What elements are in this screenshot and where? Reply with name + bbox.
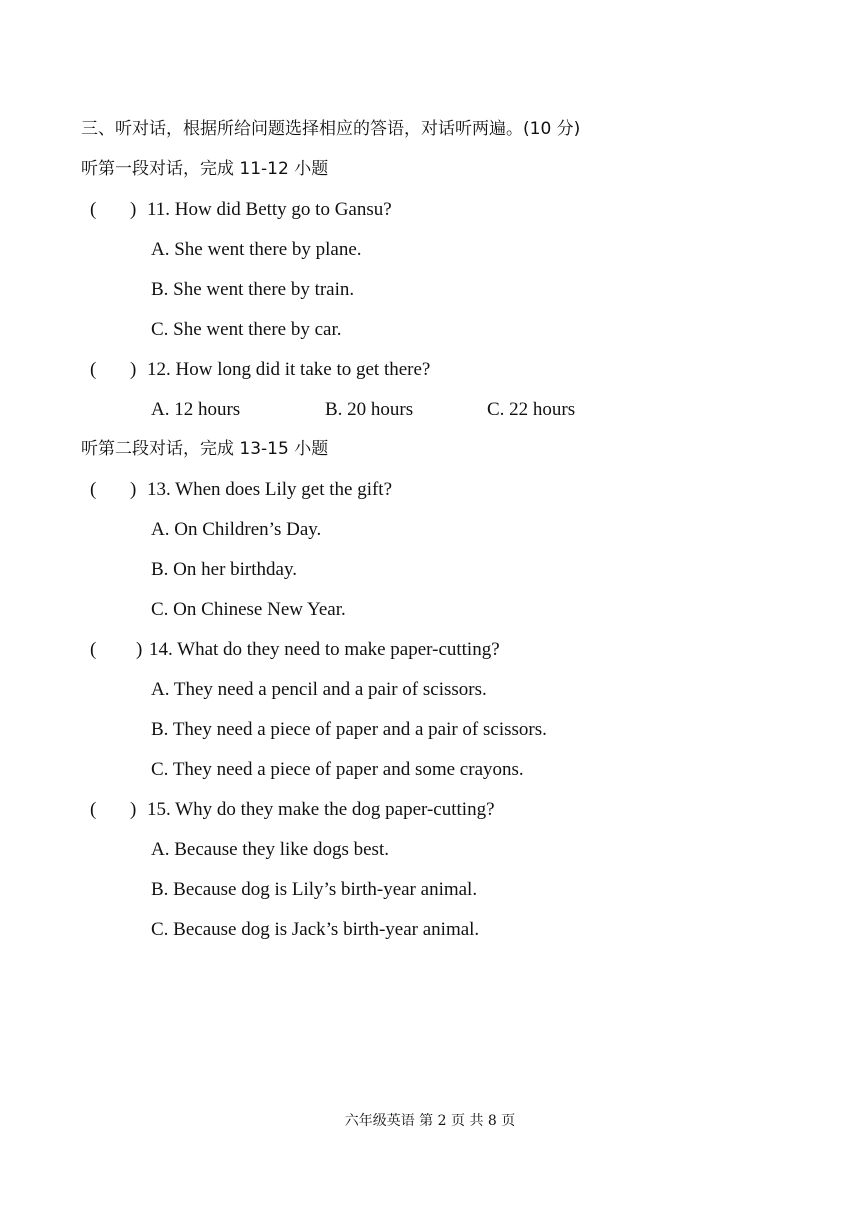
part2-header: 听第二段对话，完成 13-15 小题: [81, 439, 329, 459]
option-c: C. On Chinese New Year.: [151, 599, 346, 620]
page-footer: 六年级英语 第 2 页 共 8 页: [344, 1113, 516, 1129]
section-title: 三、听对话，根据所给问题选择相应的答语，对话听两遍。(10 分): [81, 119, 581, 139]
answer-paren-close: ): [130, 479, 137, 500]
question-stem: 12. How long did it take to get there?: [147, 359, 431, 380]
answer-paren-open: (: [90, 639, 97, 660]
answer-paren-open: (: [90, 799, 97, 820]
answer-paren-open: (: [90, 199, 97, 220]
part1-header: 听第一段对话，完成 11-12 小题: [81, 159, 329, 179]
answer-paren-close: ): [136, 639, 143, 660]
question-stem: 14. What do they need to make paper-cutting?: [149, 639, 500, 660]
option-b: B. 20 hours: [325, 399, 414, 420]
answer-paren-close: ): [130, 799, 137, 820]
option-b: B. She went there by train.: [151, 279, 355, 300]
option-b: B. They need a piece of paper and a pair of scissors.: [151, 719, 547, 740]
question-stem: 15. Why do they make the dog paper-cutting?: [147, 799, 495, 820]
option-b: B. Because dog is Lily’s birth-year animal.: [151, 879, 478, 900]
option-c: C. She went there by car.: [151, 319, 342, 340]
answer-paren-open: (: [90, 479, 97, 500]
answer-paren-close: ): [130, 199, 137, 220]
option-c: C. Because dog is Jack’s birth-year animal.: [151, 919, 480, 940]
option-a: A. Because they like dogs best.: [151, 839, 389, 860]
option-c: C. They need a piece of paper and some crayons.: [151, 759, 524, 780]
option-a: A. On Children’s Day.: [151, 519, 322, 540]
question-stem: 13. When does Lily get the gift?: [147, 479, 393, 500]
option-a: A. They need a pencil and a pair of scissors.: [151, 679, 487, 700]
question-stem: 11. How did Betty go to Gansu?: [147, 199, 392, 220]
option-b: B. On her birthday.: [151, 559, 297, 580]
answer-paren-close: ): [130, 359, 137, 380]
option-a: A. She went there by plane.: [151, 239, 362, 260]
option-c: C. 22 hours: [487, 399, 576, 420]
answer-paren-open: (: [90, 359, 97, 380]
option-a: A. 12 hours: [151, 399, 241, 420]
